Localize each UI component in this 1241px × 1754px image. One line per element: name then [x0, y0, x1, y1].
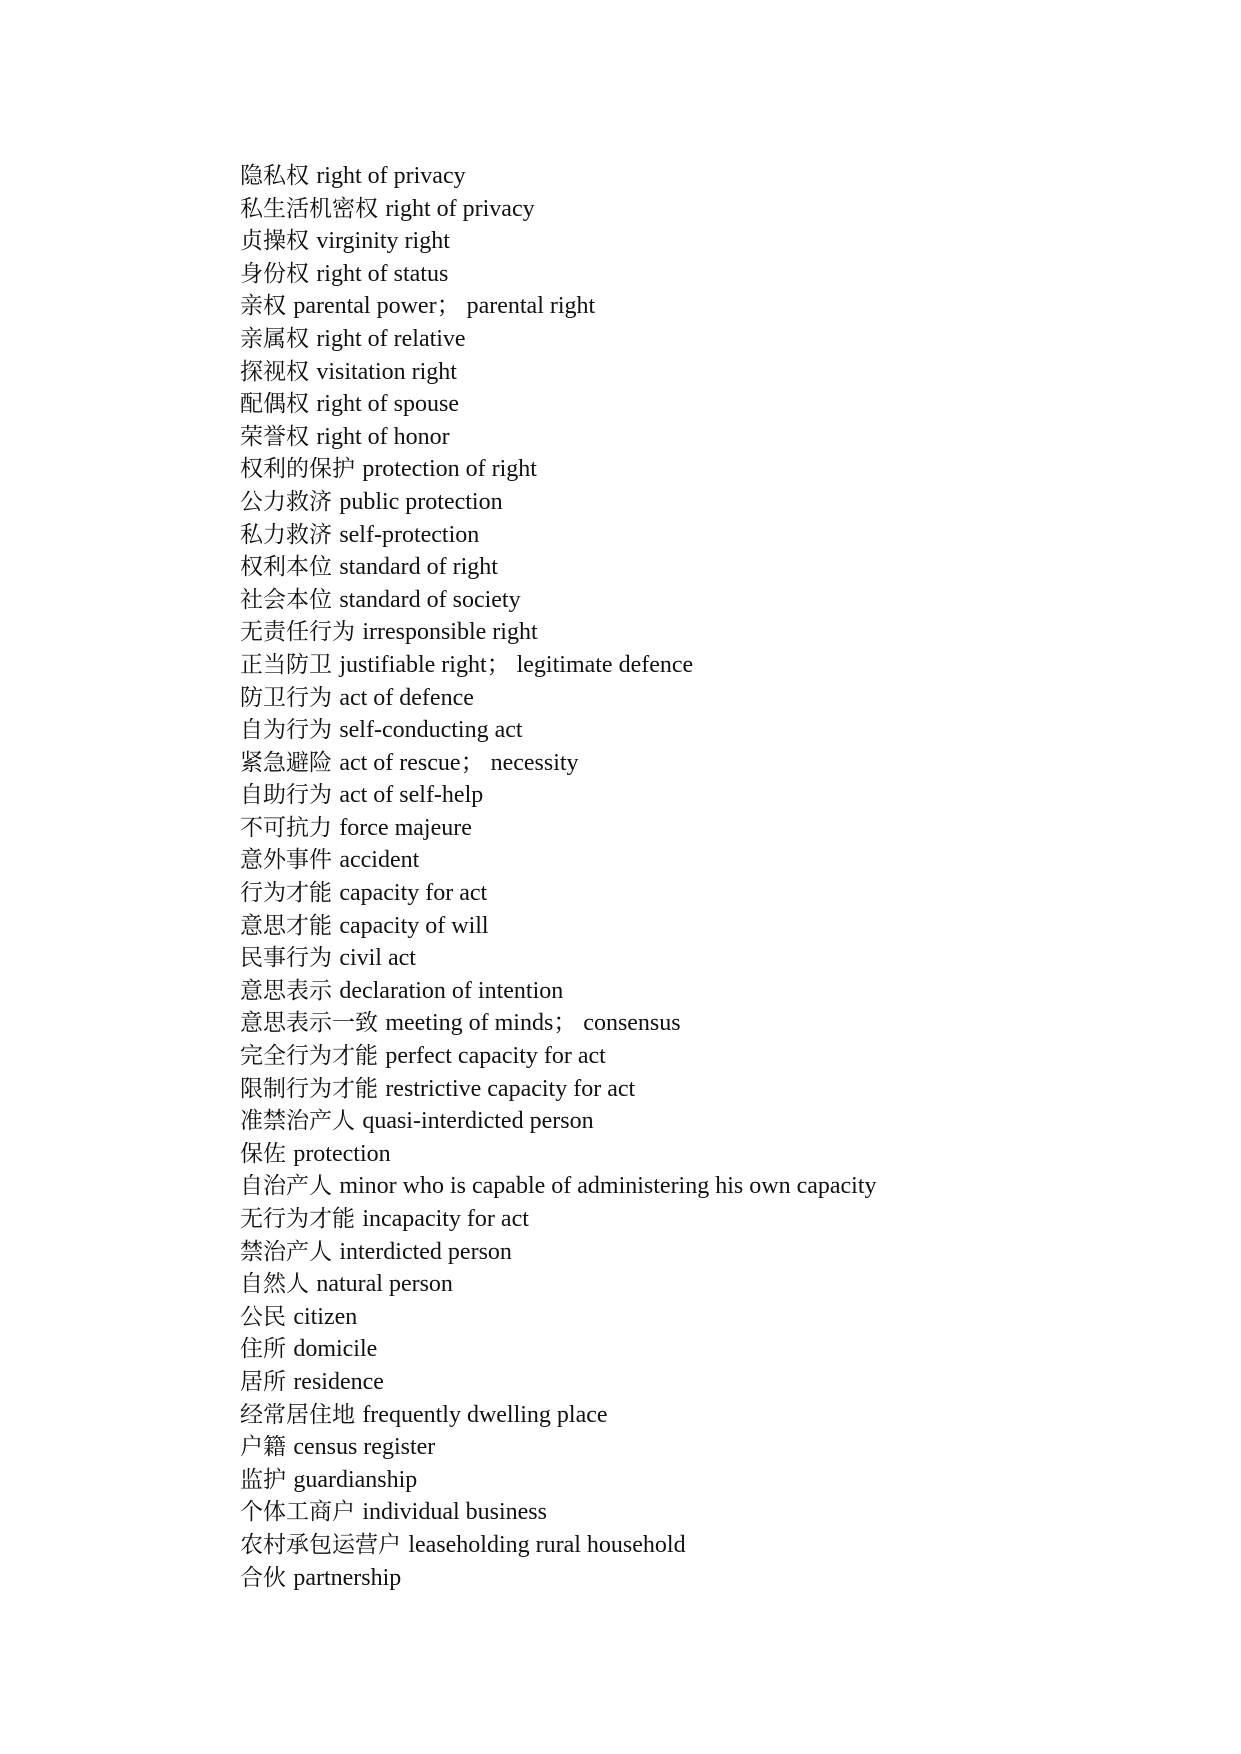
glossary-entry — [240, 1333, 1200, 1366]
term-english: right of honor — [316, 423, 450, 450]
glossary-entry — [240, 193, 1200, 226]
glossary-list — [240, 160, 1200, 1594]
term-chinese: 监护 — [240, 1466, 286, 1493]
term-english: self-conducting act — [339, 717, 523, 744]
term-chinese: 居所 — [240, 1368, 286, 1395]
glossary-entry — [240, 1007, 1200, 1040]
term-chinese: 行为才能 — [240, 880, 332, 907]
glossary-entry — [240, 1236, 1200, 1269]
term-english: right of spouse — [316, 391, 459, 418]
term-chinese: 无责任行为 — [240, 619, 355, 646]
term-english: right of privacy — [385, 195, 535, 222]
glossary-entry — [240, 1268, 1200, 1301]
term-english: irresponsible right — [362, 619, 538, 646]
glossary-entry — [240, 844, 1200, 877]
term-english: public protection — [339, 488, 503, 515]
term-chinese: 完全行为才能 — [240, 1043, 378, 1070]
term-chinese: 权利本位 — [240, 554, 332, 581]
glossary-entry — [240, 942, 1200, 975]
glossary-entry — [240, 1073, 1200, 1106]
term-english: act of self-help — [339, 782, 484, 809]
term-chinese: 保佐 — [240, 1140, 286, 1167]
glossary-entry — [240, 1529, 1200, 1562]
term-english: frequently dwelling place — [362, 1401, 608, 1428]
term-chinese: 配偶权 — [240, 391, 309, 418]
glossary-entry — [240, 779, 1200, 812]
term-english: restrictive capacity for act — [385, 1075, 636, 1102]
term-english: minor who is capable of administering his own capacity — [339, 1173, 877, 1200]
glossary-entry — [240, 975, 1200, 1008]
glossary-entry — [240, 812, 1200, 845]
glossary-entry — [240, 714, 1200, 747]
term-chinese: 私生活机密权 — [240, 195, 378, 222]
glossary-entry — [240, 388, 1200, 421]
term-chinese: 合伙 — [240, 1564, 286, 1591]
term-english: partnership — [293, 1564, 402, 1591]
term-chinese: 自治产人 — [240, 1173, 332, 1200]
glossary-entry — [240, 1040, 1200, 1073]
glossary-entry — [240, 1105, 1200, 1138]
term-english: census register — [293, 1434, 436, 1461]
term-chinese: 私力救济 — [240, 521, 332, 548]
glossary-entry — [240, 160, 1200, 193]
glossary-entry — [240, 616, 1200, 649]
glossary-entry — [240, 1464, 1200, 1497]
term-english: accident — [339, 847, 420, 874]
term-english: virginity right — [316, 228, 450, 255]
glossary-entry — [240, 258, 1200, 291]
term-english: interdicted person — [339, 1238, 512, 1265]
term-chinese: 民事行为 — [240, 945, 332, 972]
glossary-entry — [240, 1496, 1200, 1529]
term-chinese: 户籍 — [240, 1434, 286, 1461]
term-english: right of status — [316, 260, 449, 287]
term-chinese: 住所 — [240, 1336, 286, 1363]
term-english: perfect capacity for act — [385, 1043, 606, 1070]
glossary-entry — [240, 1431, 1200, 1464]
term-english: natural person — [316, 1271, 453, 1298]
term-chinese: 农村承包运营户 — [240, 1531, 401, 1558]
glossary-entry — [240, 584, 1200, 617]
term-chinese: 探视权 — [240, 358, 309, 385]
term-english: protection — [293, 1140, 391, 1167]
term-english: guardianship — [293, 1466, 418, 1493]
glossary-entry — [240, 1138, 1200, 1171]
term-chinese: 无行为才能 — [240, 1206, 355, 1232]
glossary-entry — [240, 453, 1200, 486]
glossary-entry — [240, 421, 1200, 454]
glossary-entry — [240, 910, 1200, 943]
term-chinese: 紧急避险 — [240, 749, 332, 776]
term-english: self-protection — [339, 521, 480, 548]
term-chinese: 个体工商户 — [240, 1499, 355, 1526]
term-chinese: 隐私权 — [240, 163, 309, 189]
glossary-entry — [240, 486, 1200, 519]
term-english: citizen — [293, 1303, 358, 1330]
term-english: force majeure — [339, 814, 472, 841]
term-english: capacity for act — [339, 880, 488, 907]
glossary-entry — [240, 1203, 1200, 1236]
glossary-entry — [240, 877, 1200, 910]
term-english: quasi-interdicted person — [362, 1108, 594, 1135]
term-english: protection of right — [362, 456, 537, 483]
term-chinese: 自助行为 — [240, 782, 332, 809]
term-english: residence — [293, 1368, 384, 1395]
term-chinese: 贞操权 — [240, 228, 309, 255]
glossary-entry — [240, 1170, 1200, 1203]
term-english: visitation right — [316, 358, 457, 385]
term-english: right of privacy — [316, 163, 466, 189]
glossary-entry — [240, 1562, 1200, 1595]
term-english: domicile — [293, 1336, 378, 1363]
term-chinese: 意思表示 — [240, 977, 332, 1004]
term-chinese: 公力救济 — [240, 488, 332, 515]
term-chinese: 经常居住地 — [240, 1401, 355, 1428]
term-english: leaseholding rural household — [408, 1531, 686, 1558]
term-chinese: 意思表示一致 — [240, 1010, 378, 1037]
term-chinese: 自为行为 — [240, 717, 332, 744]
term-english: meeting of minds； consensus — [385, 1010, 681, 1037]
term-english: justifiable right； legitimate defence — [339, 651, 694, 678]
term-chinese: 亲权 — [240, 293, 286, 320]
glossary-entry — [240, 519, 1200, 552]
glossary-entry — [240, 1301, 1200, 1334]
glossary-entry — [240, 356, 1200, 389]
term-english: act of rescue； necessity — [339, 749, 579, 776]
glossary-entry — [240, 1399, 1200, 1432]
term-english: incapacity for act — [362, 1206, 529, 1232]
term-chinese: 不可抗力 — [240, 814, 332, 841]
term-english: right of relative — [316, 325, 466, 352]
term-chinese: 自然人 — [240, 1271, 309, 1298]
term-english: capacity of will — [339, 912, 489, 939]
term-english: standard of society — [339, 586, 521, 613]
term-english: parental power； parental right — [293, 293, 596, 320]
term-chinese: 准禁治产人 — [240, 1108, 355, 1135]
term-chinese: 禁治产人 — [240, 1238, 332, 1265]
term-chinese: 亲属权 — [240, 325, 309, 352]
term-chinese: 公民 — [240, 1303, 286, 1330]
glossary-entry — [240, 1366, 1200, 1399]
glossary-entry — [240, 225, 1200, 258]
term-chinese: 身份权 — [240, 260, 309, 287]
term-chinese: 荣誉权 — [240, 423, 309, 450]
term-chinese: 正当防卫 — [240, 651, 332, 678]
term-chinese: 社会本位 — [240, 586, 332, 613]
term-chinese: 意外事件 — [240, 847, 332, 874]
glossary-entry — [240, 290, 1200, 323]
glossary-entry — [240, 747, 1200, 780]
term-english: civil act — [339, 945, 416, 972]
term-english: act of defence — [339, 684, 474, 711]
term-chinese: 权利的保护 — [240, 456, 355, 483]
glossary-entry — [240, 649, 1200, 682]
glossary-entry — [240, 323, 1200, 356]
glossary-entry — [240, 551, 1200, 584]
term-english: individual business — [362, 1499, 547, 1526]
term-english: standard of right — [339, 554, 498, 581]
term-chinese: 意思才能 — [240, 912, 332, 939]
glossary-entry — [240, 682, 1200, 715]
term-chinese: 限制行为才能 — [240, 1075, 378, 1102]
term-chinese: 防卫行为 — [240, 684, 332, 711]
term-english: declaration of intention — [339, 977, 564, 1004]
